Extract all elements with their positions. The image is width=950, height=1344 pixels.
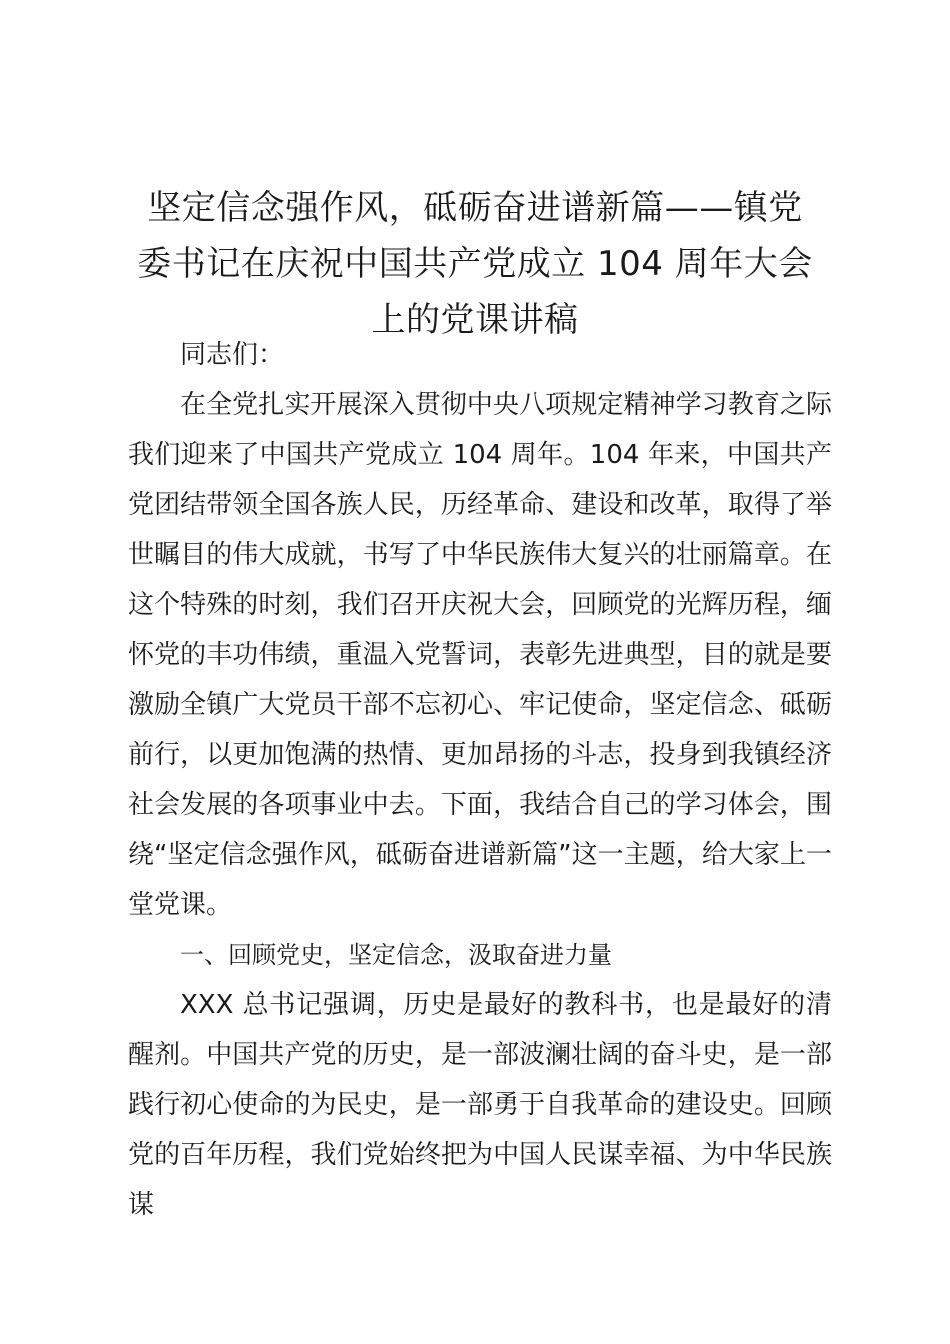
salutation: 同志们：: [180, 340, 285, 370]
title-line: 上的党课讲稿: [371, 300, 579, 340]
body-paragraph: XXX 总书记强调，历史是最好的教科书，也是最好的清醒剂。中国共产党的历史，是一部波澜壮阔的奋斗史，是一部践行初心使命的为民史，是一部勇于自我革命的建设史。回顾党的百年历程，我们党始终把为中国人民谋幸福、为中华民族谋: [128, 990, 832, 1220]
document-body: [128, 330, 832, 1230]
document-title: [128, 180, 822, 348]
body-paragraph: 在全党扎实开展深入贯彻中央八项规定精神学习教育之际我们迎来了中国共产党成立 104 周年。104 年来，中国共产党团结带领全国各族人民，历经革命、建设和改革，取得了举世瞩目的伟大成就，书写了中华民族伟大复兴的壮丽篇章。在这个特殊的时刻，我们召开庆祝大会，回顾党的光辉历程，缅怀党的丰功伟绩，重温入党誓词，表彰先进典型，目的就是要激励全镇广大党员干部不忘初心、牢记使命，坚定信念、砥砺前行，以更加饱满的热情、更加昂扬的斗志，投身到我镇经济社会发展的各项事业中去。下面，我结合自己的学习体会，围绕“坚定信念强作风，砥砺奋进谱新篇”这一主题，给大家上一堂党课。: [128, 390, 832, 920]
section-heading: 一、回顾党史，坚定信念，汲取奋进力量: [180, 941, 612, 969]
title-line: 委书记在庆祝中国共产党成立 104 周年大会: [137, 244, 813, 284]
title-line: 坚定信念强作风，砥砺奋进谱新篇——镇党: [147, 188, 803, 228]
